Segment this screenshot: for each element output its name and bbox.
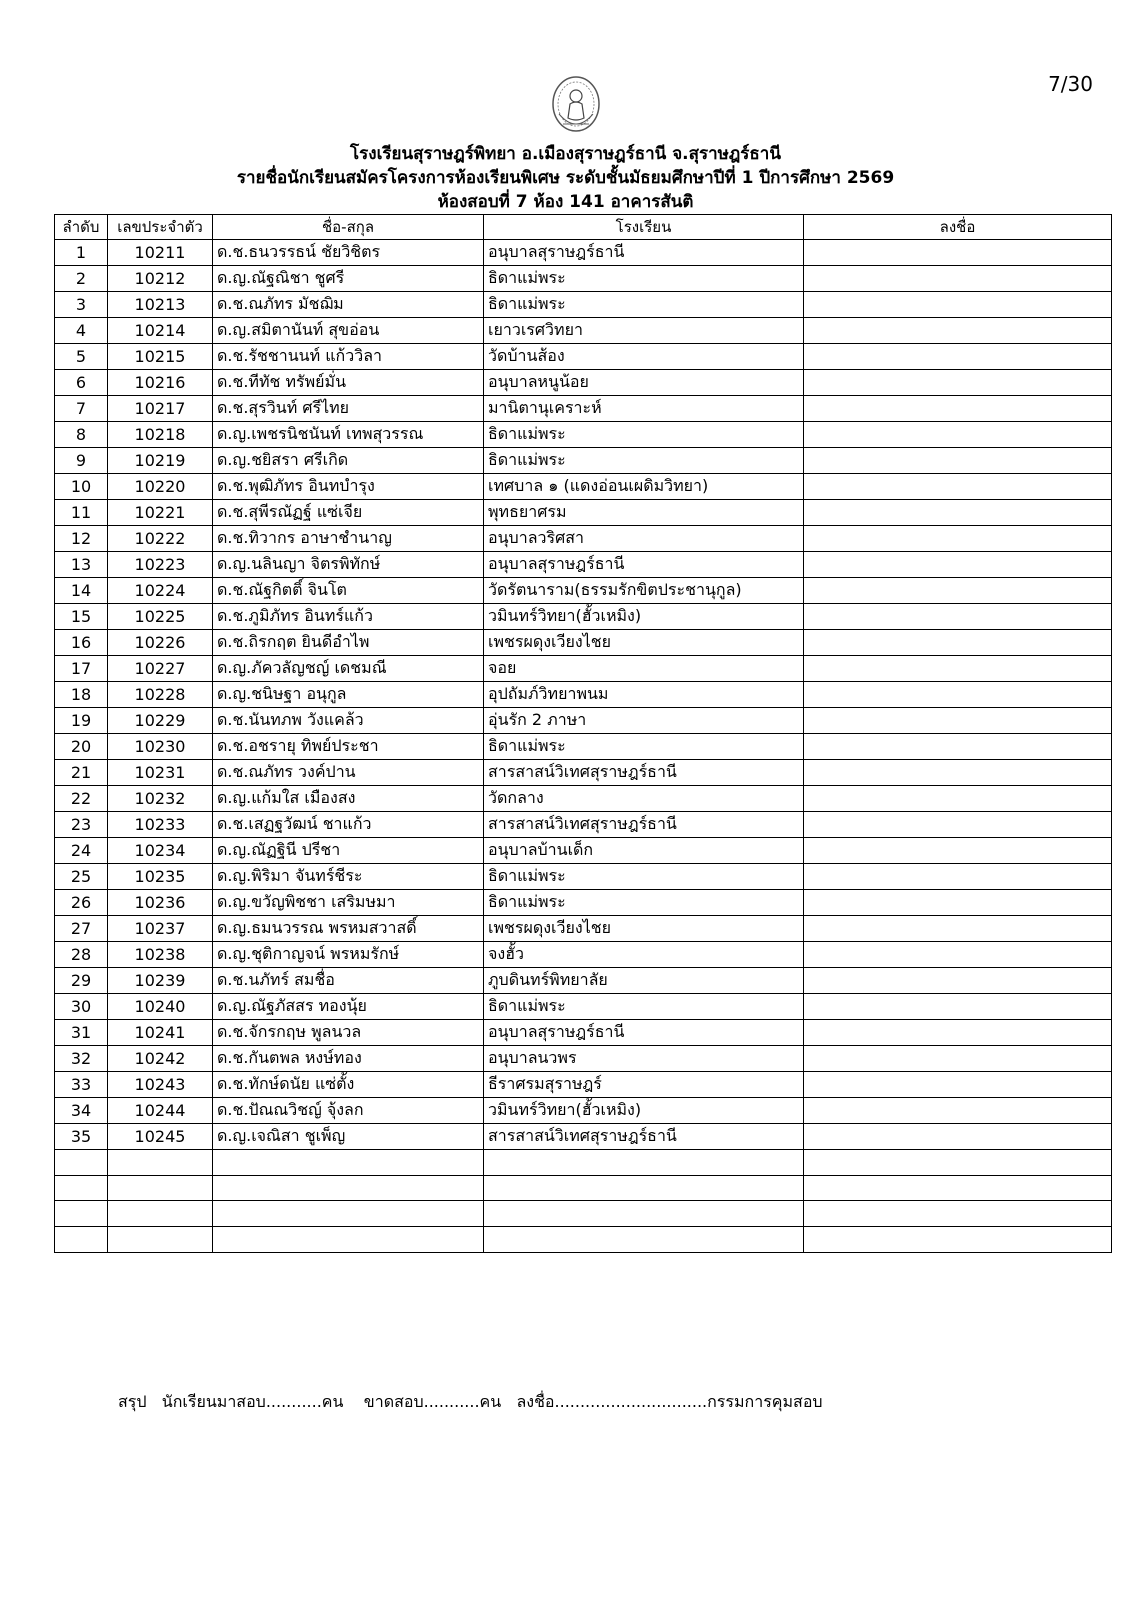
cell-school: เพชรผดุงเวียงไชย: [484, 916, 804, 942]
cell-school: อนุบาลนวพร: [484, 1046, 804, 1072]
school-title: โรงเรียนสุราษฎร์พิทยา อ.เมืองสุราษฎร์ธานี จ.สุราษฎร์ธานี: [350, 144, 781, 164]
cell-name: ด.ช.สุรวินท์ ศรีไทย: [213, 396, 484, 422]
exam-room-title: ห้องสอบที่ 7 ห้อง 141 อาคารสันติ: [437, 192, 694, 212]
cell-school: วัดรัตนาราม(ธรรมรักขิตประชานุกูล): [484, 578, 804, 604]
cell-school: อนุบาลบ้านเด็ก: [484, 838, 804, 864]
cell-name: ด.ช.อชรายุ ทิพย์ประชา: [213, 734, 484, 760]
cell-name: [213, 1227, 484, 1253]
cell-school: ธิดาแม่พระ: [484, 890, 804, 916]
cell-student-id: 10224: [108, 578, 213, 604]
cell-school: ธิดาแม่พระ: [484, 994, 804, 1020]
cell-student-id: 10223: [108, 552, 213, 578]
cell-school: วมินทร์วิทยา(ฮั้วเหมิง): [484, 1098, 804, 1124]
cell-sequence: 8: [55, 422, 108, 448]
cell-school: พุทธยาศรม: [484, 500, 804, 526]
cell-school: [484, 1175, 804, 1201]
cell-signature: [804, 526, 1112, 552]
table-row: [55, 786, 1112, 812]
table-row: [55, 864, 1112, 890]
cell-signature: [804, 1098, 1112, 1124]
cell-sequence: 5: [55, 344, 108, 370]
cell-signature: [804, 682, 1112, 708]
table-row: [55, 630, 1112, 656]
cell-sequence: 16: [55, 630, 108, 656]
cell-sequence: 28: [55, 942, 108, 968]
cell-signature: [804, 1124, 1112, 1150]
cell-student-id: 10233: [108, 812, 213, 838]
document-title: รายชื่อนักเรียนสมัครโครงการห้องเรียนพิเศษ ระดับชั้นมัธยมศึกษาปีที่ 1 ปีการศึกษา 2569: [236, 168, 895, 188]
cell-signature: [804, 942, 1112, 968]
cell-student-id: 10214: [108, 318, 213, 344]
cell-school: จงฮั้ว: [484, 942, 804, 968]
cell-name: ด.ญ.ภัควลัญชญ์ เดชมณี: [213, 656, 484, 682]
cell-school: สารสาสน์วิเทศสุราษฎร์ธานี: [484, 812, 804, 838]
cell-name: [213, 1175, 484, 1201]
cell-school: อนุบาลหนูน้อย: [484, 370, 804, 396]
cell-name: ด.ช.ทีทัช ทรัพย์มั่น: [213, 370, 484, 396]
table-row: [55, 890, 1112, 916]
cell-name: ด.ญ.พิริมา จันทร์ชีระ: [213, 864, 484, 890]
cell-student-id: 10228: [108, 682, 213, 708]
cell-name: ด.ช.ภูมิภัทร อินทร์แก้ว: [213, 604, 484, 630]
column-header-signature: ลงชื่อ: [804, 215, 1112, 240]
cell-student-id: 10227: [108, 656, 213, 682]
table-row: [55, 422, 1112, 448]
cell-signature: [804, 266, 1112, 292]
cell-school: สารสาสน์วิเทศสุราษฎร์ธานี: [484, 1124, 804, 1150]
cell-sequence: 33: [55, 1072, 108, 1098]
cell-sequence: 6: [55, 370, 108, 396]
cell-signature: [804, 474, 1112, 500]
cell-signature: [804, 812, 1112, 838]
cell-signature: [804, 656, 1112, 682]
cell-signature: [804, 370, 1112, 396]
cell-sequence: 25: [55, 864, 108, 890]
table-row: [55, 968, 1112, 994]
cell-student-id: 10237: [108, 916, 213, 942]
cell-sequence: 23: [55, 812, 108, 838]
table-header-row: [55, 215, 1112, 240]
column-header-school: โรงเรียน: [484, 215, 804, 240]
cell-sequence: 20: [55, 734, 108, 760]
cell-sequence: 12: [55, 526, 108, 552]
cell-name: ด.ช.ถิรกฤต ยินดีอำไพ: [213, 630, 484, 656]
cell-signature: [804, 578, 1112, 604]
cell-sequence: 3: [55, 292, 108, 318]
cell-student-id: 10225: [108, 604, 213, 630]
table-body: [55, 240, 1112, 1253]
table-row: [55, 240, 1112, 266]
exam-summary-line: สรุป นักเรียนมาสอบ...........คน ขาดสอบ...........คน ลงชื่อ..............................กรรมการคุมสอบ: [118, 1392, 823, 1411]
cell-name: ด.ช.สุพีรณัฏฐ์ แซ่เจีย: [213, 500, 484, 526]
cell-school: วัดบ้านส้อง: [484, 344, 804, 370]
cell-signature: [804, 786, 1112, 812]
table-row: [55, 266, 1112, 292]
table-row: [55, 448, 1112, 474]
cell-school: [484, 1201, 804, 1227]
cell-student-id: 10212: [108, 266, 213, 292]
cell-sequence: 15: [55, 604, 108, 630]
cell-school: เพชรผดุงเวียงไชย: [484, 630, 804, 656]
table-row: [55, 812, 1112, 838]
cell-student-id: 10226: [108, 630, 213, 656]
cell-signature: [804, 890, 1112, 916]
cell-student-id: 10221: [108, 500, 213, 526]
cell-name: ด.ญ.แก้มใส เมืองสง: [213, 786, 484, 812]
cell-name: [213, 1150, 484, 1176]
cell-school: ธิดาแม่พระ: [484, 864, 804, 890]
cell-sequence: 1: [55, 240, 108, 266]
table-row: [55, 994, 1112, 1020]
table-row: [55, 1020, 1112, 1046]
cell-student-id: 10245: [108, 1124, 213, 1150]
cell-signature: [804, 448, 1112, 474]
cell-student-id: 10232: [108, 786, 213, 812]
cell-student-id: 10230: [108, 734, 213, 760]
cell-sequence: [55, 1201, 108, 1227]
cell-student-id: 10215: [108, 344, 213, 370]
cell-name: ด.ญ.เจณิสา ชูเพ็ญ: [213, 1124, 484, 1150]
cell-school: จอย: [484, 656, 804, 682]
cell-name: ด.ช.ทิวากร อาษาชำนาญ: [213, 526, 484, 552]
table-row: [55, 682, 1112, 708]
cell-sequence: 7: [55, 396, 108, 422]
table-row: [55, 942, 1112, 968]
cell-school: มานิตานุเคราะห์: [484, 396, 804, 422]
table-row: [55, 344, 1112, 370]
cell-school: วัดกลาง: [484, 786, 804, 812]
cell-name: ด.ช.รัชชานนท์ แก้ววิลา: [213, 344, 484, 370]
cell-name: ด.ญ.ขวัญพิชชา เสริมษมา: [213, 890, 484, 916]
cell-student-id: 10222: [108, 526, 213, 552]
cell-school: ธิดาแม่พระ: [484, 422, 804, 448]
cell-sequence: 29: [55, 968, 108, 994]
cell-sequence: 18: [55, 682, 108, 708]
table-row: [55, 838, 1112, 864]
cell-school: ธีราศรมสุราษฎร์: [484, 1072, 804, 1098]
cell-name: ด.ญ.ณัฏฐินี ปรีชา: [213, 838, 484, 864]
cell-school: อนุบาลสุราษฎร์ธานี: [484, 552, 804, 578]
cell-school: ธิดาแม่พระ: [484, 292, 804, 318]
cell-sequence: 31: [55, 1020, 108, 1046]
table-row: [55, 708, 1112, 734]
cell-student-id: 10219: [108, 448, 213, 474]
cell-student-id: 10216: [108, 370, 213, 396]
cell-student-id: 10217: [108, 396, 213, 422]
table-row: [55, 656, 1112, 682]
cell-name: ด.ช.ณภัทร มัชฌิม: [213, 292, 484, 318]
empty-table-row: [55, 1150, 1112, 1176]
cell-school: เยาวเรศวิทยา: [484, 318, 804, 344]
cell-sequence: 2: [55, 266, 108, 292]
cell-sequence: [55, 1175, 108, 1201]
cell-name: ด.ญ.ธมนวรรณ พรหมสวาสดิ์: [213, 916, 484, 942]
cell-signature: [804, 422, 1112, 448]
cell-name: ด.ญ.สมิตานันท์ สุขอ่อน: [213, 318, 484, 344]
cell-school: [484, 1227, 804, 1253]
cell-name: ด.ช.ณัฐกิตติ์ จินโต: [213, 578, 484, 604]
cell-student-id: 10238: [108, 942, 213, 968]
cell-signature: [804, 630, 1112, 656]
cell-name: ด.ช.ธนวรรธน์ ชัยวิชิตร: [213, 240, 484, 266]
cell-sequence: [55, 1227, 108, 1253]
cell-sequence: 35: [55, 1124, 108, 1150]
table-row: [55, 734, 1112, 760]
cell-school: เทศบาล ๑ (แดงอ่อนเผดิมวิทยา): [484, 474, 804, 500]
cell-name: ด.ช.พุฒิภัทร อินทบำรุง: [213, 474, 484, 500]
empty-table-row: [55, 1201, 1112, 1227]
cell-name: ด.ช.นภัทร์ สมชื่อ: [213, 968, 484, 994]
cell-signature: [804, 344, 1112, 370]
cell-student-id: [108, 1175, 213, 1201]
cell-school: ธิดาแม่พระ: [484, 266, 804, 292]
cell-signature: [804, 240, 1112, 266]
cell-sequence: 14: [55, 578, 108, 604]
cell-student-id: 10218: [108, 422, 213, 448]
cell-signature: [804, 1150, 1112, 1176]
cell-school: อนุบาลสุราษฎร์ธานี: [484, 240, 804, 266]
empty-table-row: [55, 1175, 1112, 1201]
cell-sequence: 34: [55, 1098, 108, 1124]
table-row: [55, 1098, 1112, 1124]
table-row: [55, 578, 1112, 604]
table-row: [55, 500, 1112, 526]
cell-school: ธิดาแม่พระ: [484, 448, 804, 474]
cell-name: ด.ช.ทักษ์ดนัย แซ่ตั้ง: [213, 1072, 484, 1098]
cell-student-id: 10234: [108, 838, 213, 864]
cell-student-id: 10220: [108, 474, 213, 500]
cell-sequence: 13: [55, 552, 108, 578]
cell-signature: [804, 916, 1112, 942]
column-header-student-id: เลขประจำตัว: [108, 215, 213, 240]
cell-sequence: 27: [55, 916, 108, 942]
cell-name: ด.ช.จักรกฤษ พูลนวล: [213, 1020, 484, 1046]
cell-signature: [804, 604, 1112, 630]
cell-signature: [804, 292, 1112, 318]
cell-name: ด.ญ.ณัฐภัสสร ทองนุ้ย: [213, 994, 484, 1020]
cell-name: ด.ช.เสฏฐวัฒน์ ชาแก้ว: [213, 812, 484, 838]
cell-student-id: [108, 1201, 213, 1227]
cell-name: ด.ญ.ชนิษฐา อนุกูล: [213, 682, 484, 708]
cell-sequence: 11: [55, 500, 108, 526]
cell-school: วมินทร์วิทยา(ฮั้วเหมิง): [484, 604, 804, 630]
cell-sequence: 32: [55, 1046, 108, 1072]
table-row: [55, 526, 1112, 552]
cell-name: ด.ช.นันทภพ วังแคล้ว: [213, 708, 484, 734]
cell-sequence: 4: [55, 318, 108, 344]
cell-signature: [804, 734, 1112, 760]
cell-school: ธิดาแม่พระ: [484, 734, 804, 760]
cell-school: สารสาสน์วิเทศสุราษฎร์ธานี: [484, 760, 804, 786]
table-row: [55, 760, 1112, 786]
cell-student-id: 10239: [108, 968, 213, 994]
cell-sequence: 24: [55, 838, 108, 864]
table-row: [55, 916, 1112, 942]
cell-signature: [804, 1046, 1112, 1072]
cell-student-id: [108, 1227, 213, 1253]
table-row: [55, 604, 1112, 630]
cell-student-id: 10236: [108, 890, 213, 916]
column-header-name: ชื่อ-สกุล: [213, 215, 484, 240]
cell-student-id: 10242: [108, 1046, 213, 1072]
cell-sequence: 30: [55, 994, 108, 1020]
cell-signature: [804, 396, 1112, 422]
cell-name: ด.ญ.ชุติกาญจน์ พรหมรักษ์: [213, 942, 484, 968]
cell-sequence: 22: [55, 786, 108, 812]
table-row: [55, 552, 1112, 578]
cell-sequence: 21: [55, 760, 108, 786]
school-emblem-icon: [551, 74, 601, 138]
cell-signature: [804, 1072, 1112, 1098]
cell-signature: [804, 318, 1112, 344]
cell-school: ภูบดินทร์พิทยาลัย: [484, 968, 804, 994]
cell-sequence: 10: [55, 474, 108, 500]
cell-signature: [804, 500, 1112, 526]
cell-student-id: [108, 1150, 213, 1176]
cell-sequence: 17: [55, 656, 108, 682]
cell-name: ด.ช.ปัณณวิชญ์ จุ้งลก: [213, 1098, 484, 1124]
cell-signature: [804, 1227, 1112, 1253]
cell-student-id: 10211: [108, 240, 213, 266]
table-row: [55, 1072, 1112, 1098]
cell-signature: [804, 994, 1112, 1020]
cell-signature: [804, 838, 1112, 864]
cell-signature: [804, 968, 1112, 994]
table-row: [55, 292, 1112, 318]
cell-student-id: 10240: [108, 994, 213, 1020]
cell-student-id: 10213: [108, 292, 213, 318]
cell-signature: [804, 1175, 1112, 1201]
table-row: [55, 1124, 1112, 1150]
cell-sequence: 9: [55, 448, 108, 474]
cell-sequence: [55, 1150, 108, 1176]
cell-school: [484, 1150, 804, 1176]
cell-school: อุปถัมภ์วิทยาพนม: [484, 682, 804, 708]
cell-student-id: 10243: [108, 1072, 213, 1098]
cell-signature: [804, 1201, 1112, 1227]
table-row: [55, 396, 1112, 422]
cell-school: อนุบาลสุราษฎร์ธานี: [484, 1020, 804, 1046]
cell-student-id: 10235: [108, 864, 213, 890]
empty-table-row: [55, 1227, 1112, 1253]
cell-student-id: 10241: [108, 1020, 213, 1046]
table-row: [55, 370, 1112, 396]
table-row: [55, 474, 1112, 500]
cell-signature: [804, 552, 1112, 578]
column-header-sequence: ลำดับ: [55, 215, 108, 240]
cell-signature: [804, 760, 1112, 786]
cell-student-id: 10229: [108, 708, 213, 734]
cell-signature: [804, 1020, 1112, 1046]
student-roster-table: [54, 214, 1112, 1253]
cell-sequence: 19: [55, 708, 108, 734]
cell-name: ด.ช.กันตพล หงษ์ทอง: [213, 1046, 484, 1072]
cell-name: ด.ช.ณภัทร วงค์ปาน: [213, 760, 484, 786]
table-row: [55, 318, 1112, 344]
cell-signature: [804, 708, 1112, 734]
cell-student-id: 10231: [108, 760, 213, 786]
cell-name: ด.ญ.ชยิสรา ศรีเกิด: [213, 448, 484, 474]
cell-school: อุ่นรัก 2 ภาษา: [484, 708, 804, 734]
cell-name: [213, 1201, 484, 1227]
cell-school: อนุบาลวริศสา: [484, 526, 804, 552]
cell-name: ด.ญ.เพชรนิชนันท์ เทพสุวรรณ: [213, 422, 484, 448]
cell-sequence: 26: [55, 890, 108, 916]
cell-name: ด.ญ.นลินญา จิตรพิทักษ์: [213, 552, 484, 578]
cell-signature: [804, 864, 1112, 890]
page-number: 7/30: [1048, 72, 1093, 96]
cell-student-id: 10244: [108, 1098, 213, 1124]
cell-name: ด.ญ.ณัฐณิชา ชูศรี: [213, 266, 484, 292]
table-row: [55, 1046, 1112, 1072]
